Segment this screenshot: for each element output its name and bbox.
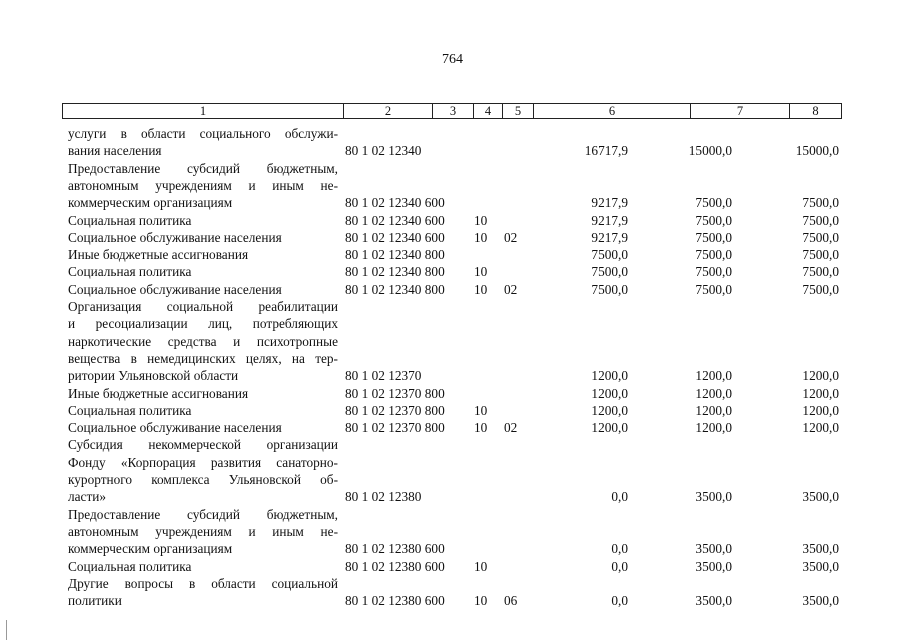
row-11-code: 80 1 02 12380 [345,489,422,505]
header-col-3: 3 [432,103,474,119]
row-8-v8: 1200,0 [802,385,839,401]
row-0-v7: 15000,0 [688,143,732,159]
row-10-v8: 1200,0 [802,420,839,436]
row-9-sub: 10 [474,402,488,418]
row-11-desc-line-0: Субсидия некоммерческой организации [68,437,338,453]
header-col-1: 1 [62,103,344,119]
row-1-v7: 7500,0 [695,195,732,211]
row-2-desc-line-0: Социальная политика [68,212,192,228]
row-10-v6: 1200,0 [591,420,628,436]
row-12-desc-line-0: Предоставление субсидий бюджетным, [68,506,338,522]
row-9-v6: 1200,0 [591,402,628,418]
row-8-v6: 1200,0 [591,385,628,401]
row-1-desc-line-1: автономным учреждениям и иным не- [68,177,338,193]
row-11-v7: 3500,0 [695,489,732,505]
row-9-desc-line-0: Социальная политика [68,402,192,418]
row-2-v8: 7500,0 [802,212,839,228]
row-7-desc-line-1: и ресоциализации лиц, потребляющих [68,316,338,332]
row-4-code: 80 1 02 12340 800 [345,247,445,263]
row-0-desc-line-1: вания населения [68,143,162,159]
row-0-desc-line-0: услуги в области социального обслужи- [68,126,338,141]
row-11-v6: 0,0 [611,489,628,505]
row-14-sub: 10 [474,593,488,609]
row-14-desc-line-0: Другие вопросы в области социальной [68,575,338,591]
row-2-code: 80 1 02 12340 600 [345,212,445,228]
row-5-v8: 7500,0 [802,264,839,280]
table-header [62,103,842,120]
row-13-v8: 3500,0 [802,558,839,574]
row-3-desc-line-0: Социальное обслуживание населения [68,229,282,245]
row-6-sub: 10 [474,281,488,297]
row-6-v8: 7500,0 [802,281,839,297]
row-6-cst: 02 [504,281,518,297]
row-2-v7: 7500,0 [695,212,732,228]
row-13-sub: 10 [474,558,488,574]
row-1-v8: 7500,0 [802,195,839,211]
row-9-v8: 1200,0 [802,402,839,418]
row-14-code: 80 1 02 12380 600 [345,593,445,609]
row-7-v7: 1200,0 [695,368,732,384]
header-col-8: 8 [789,103,842,119]
row-1-code: 80 1 02 12340 600 [345,195,445,211]
row-3-v7: 7500,0 [695,229,732,245]
row-1-v6: 9217,9 [591,195,628,211]
row-14-desc-line-1: политики [68,593,122,609]
header-col-4: 4 [473,103,503,119]
row-13-desc-line-0: Социальная политика [68,558,192,574]
row-14-v7: 3500,0 [695,593,732,609]
row-6-v6: 7500,0 [591,281,628,297]
row-8-desc-line-0: Иные бюджетные ассигнования [68,385,249,401]
row-3-v8: 7500,0 [802,229,839,245]
row-3-v6: 9217,9 [591,229,628,245]
row-4-v7: 7500,0 [695,247,732,263]
row-7-v8: 1200,0 [802,368,839,384]
row-4-v6: 7500,0 [591,247,628,263]
page-number: 764 [442,52,463,67]
row-8-v7: 1200,0 [695,385,732,401]
row-3-code: 80 1 02 12340 600 [345,229,445,245]
row-14-v6: 0,0 [611,593,628,609]
row-6-code: 80 1 02 12340 800 [345,281,445,297]
row-0-code: 80 1 02 12340 [345,143,422,159]
row-3-cst: 02 [504,229,518,245]
row-7-v6: 1200,0 [591,368,628,384]
row-14-cst: 06 [504,593,518,609]
row-4-desc-line-0: Иные бюджетные ассигнования [68,247,249,263]
row-12-desc-line-2: коммерческим организациям [68,541,233,557]
row-1-desc-line-0: Предоставление субсидий бюджетным, [68,160,338,176]
row-0-v8: 15000,0 [795,143,839,159]
row-10-desc-line-0: Социальное обслуживание населения [68,420,282,436]
row-5-desc-line-0: Социальная политика [68,264,192,280]
row-14-v8: 3500,0 [802,593,839,609]
scan-edge-mark [6,620,7,640]
row-0-v6: 16717,9 [584,143,628,159]
row-12-v7: 3500,0 [695,541,732,557]
header-col-5: 5 [502,103,534,119]
row-6-desc-line-0: Социальное обслуживание населения [68,281,282,297]
row-7-code: 80 1 02 12370 [345,368,422,384]
row-13-v6: 0,0 [611,558,628,574]
row-8-code: 80 1 02 12370 800 [345,385,445,401]
row-10-v7: 1200,0 [695,420,732,436]
row-11-v8: 3500,0 [802,489,839,505]
row-5-code: 80 1 02 12340 800 [345,264,445,280]
row-7-desc-line-4: ритории Ульяновской области [68,368,239,384]
header-col-6: 6 [533,103,691,119]
row-5-sub: 10 [474,264,488,280]
row-6-v7: 7500,0 [695,281,732,297]
row-13-v7: 3500,0 [695,558,732,574]
row-11-desc-line-1: Фонду «Корпорация развития санаторно- [68,454,338,470]
row-12-desc-line-1: автономным учреждениям и иным не- [68,523,338,539]
row-12-v8: 3500,0 [802,541,839,557]
row-2-sub: 10 [474,212,488,228]
row-7-desc-line-2: наркотические средства и психотропные [68,333,338,349]
row-10-sub: 10 [474,420,488,436]
row-9-code: 80 1 02 12370 800 [345,402,445,418]
row-11-desc-line-2: курортного комплекса Ульяновской об- [68,472,338,487]
row-9-v7: 1200,0 [695,402,732,418]
row-12-v6: 0,0 [611,541,628,557]
row-1-desc-line-2: коммерческим организациям [68,195,233,211]
row-4-v8: 7500,0 [802,247,839,263]
header-col-2: 2 [343,103,433,119]
row-7-desc-line-3: вещества в немедицинских целях, на тер- [68,350,338,366]
row-11-desc-line-3: ласти» [68,489,107,505]
row-7-desc-line-0: Организация социальной реабилитации [68,299,338,314]
row-10-cst: 02 [504,420,518,436]
row-5-v7: 7500,0 [695,264,732,280]
row-3-sub: 10 [474,229,488,245]
row-5-v6: 7500,0 [591,264,628,280]
row-13-code: 80 1 02 12380 600 [345,558,445,574]
row-10-code: 80 1 02 12370 800 [345,420,445,436]
row-2-v6: 9217,9 [591,212,628,228]
header-col-7: 7 [690,103,790,119]
row-12-code: 80 1 02 12380 600 [345,541,445,557]
